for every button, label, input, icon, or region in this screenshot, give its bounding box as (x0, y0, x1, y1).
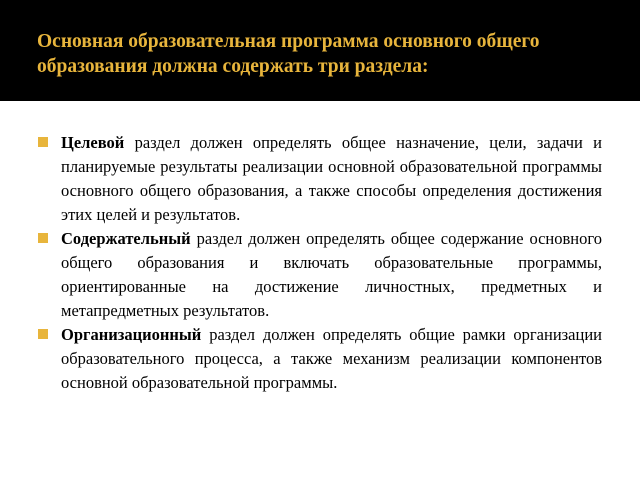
bullet-list (38, 131, 602, 395)
bullet-item-content (38, 227, 602, 323)
section-term: Содержательный (61, 229, 191, 248)
section-description: раздел должен определять общее содержание основного общего образования и включать образовательные программы, ориентированные на достижение личностных, предметных и метапредметных результатов. (61, 229, 602, 320)
square-bullet-icon (38, 233, 48, 243)
section-description: раздел должен определять общее назначение, цели, задачи и планируемые результаты реализации основной образовательной программы основного общего образования, а также способы определения достижения этих целей и результатов. (61, 133, 602, 224)
section-description: раздел должен определять общие рамки организации образовательного процесса, а также механизм реализации компонентов основной образовательной программы. (61, 325, 602, 392)
title-bar (0, 0, 640, 101)
slide-title: Основная образовательная программа основного общего образования должна содержать три раздела: (37, 31, 540, 77)
bullet-item-organizational (38, 323, 602, 395)
section-term: Организационный (61, 325, 202, 344)
bullet-item-target (38, 131, 602, 227)
section-term: Целевой (61, 133, 125, 152)
square-bullet-icon (38, 137, 48, 147)
square-bullet-icon (38, 329, 48, 339)
